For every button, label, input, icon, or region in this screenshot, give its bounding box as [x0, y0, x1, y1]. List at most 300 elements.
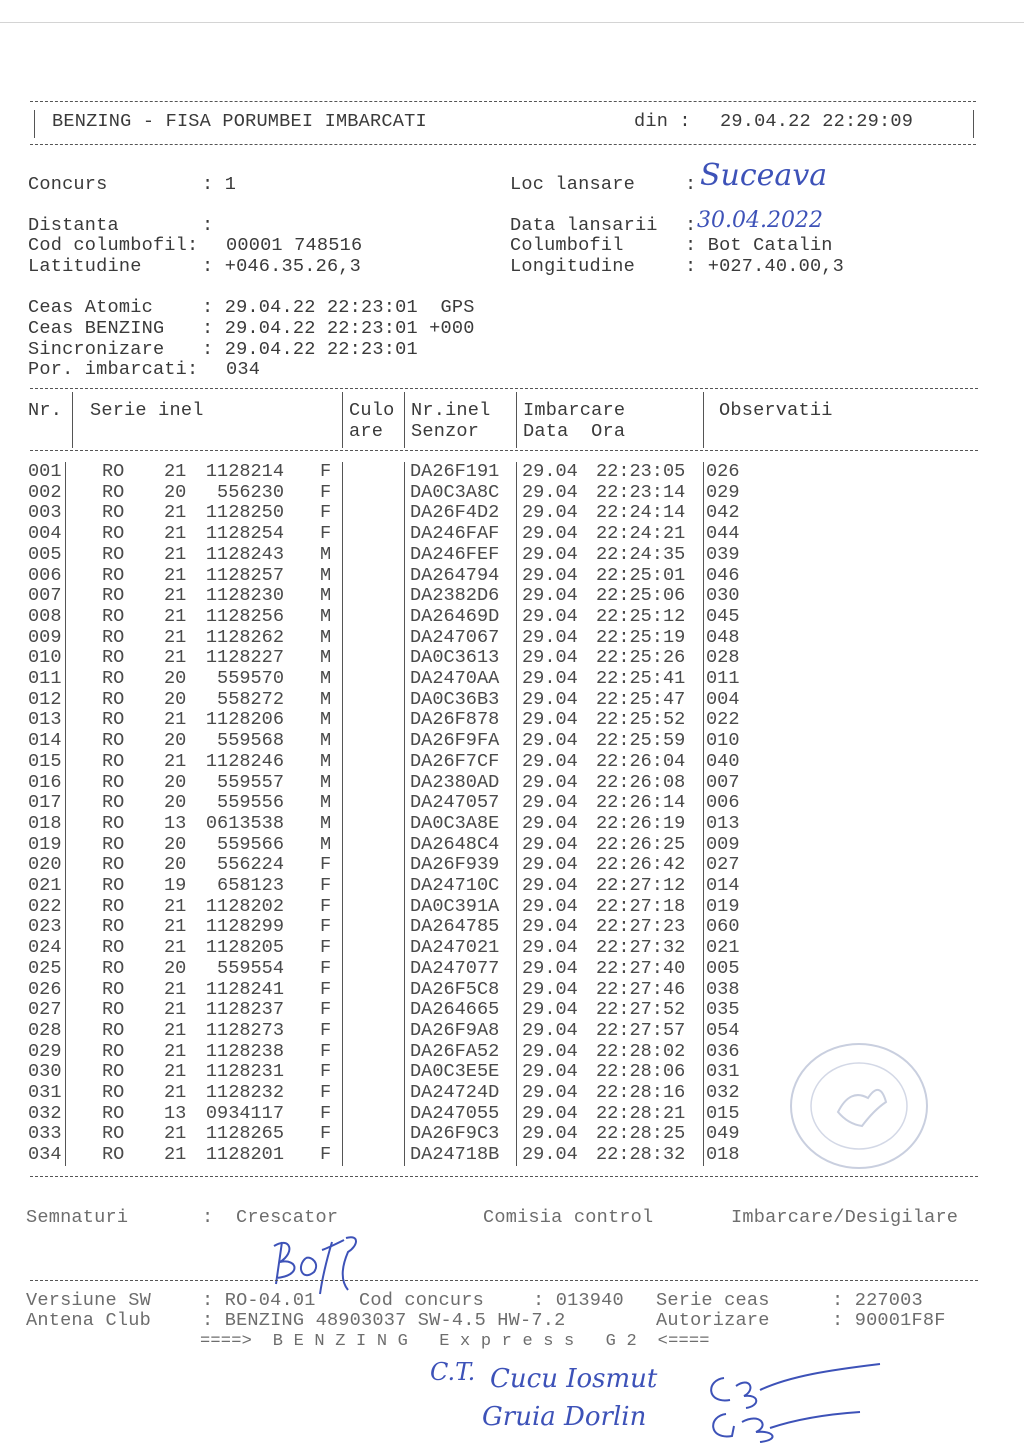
- cell-senzor: DA246FAF: [410, 523, 500, 545]
- cell-nr: 022: [28, 895, 62, 917]
- cell-senzor: DA2382D6: [410, 585, 500, 607]
- cell-obs: 030: [706, 585, 740, 607]
- cod-concurs-label: Cod concurs: [359, 1290, 484, 1311]
- col-nr-header: Nr.: [28, 400, 63, 421]
- cell-sex: F: [320, 957, 332, 979]
- cell-data: 29.04: [522, 709, 578, 731]
- cell-obs: 027: [706, 854, 740, 876]
- cell-nr: 004: [28, 523, 62, 545]
- cell-inel: 1128201: [205, 1144, 284, 1166]
- cell-tara: RO: [102, 709, 125, 731]
- cell-nr: 033: [28, 1123, 62, 1145]
- cell-obs: 004: [706, 688, 740, 710]
- cell-obs: 026: [706, 461, 740, 482]
- cell-inel: 559557: [217, 771, 284, 793]
- cell-tara: RO: [102, 1019, 125, 1041]
- cell-ora: 22:27:23: [596, 916, 686, 938]
- cell-inel: 559556: [217, 792, 284, 814]
- col-sep-senzor-head: [516, 392, 517, 448]
- cell-inel: 1128202: [205, 895, 284, 917]
- cell-data: 29.04: [522, 647, 578, 669]
- cell-sex: M: [320, 750, 332, 772]
- cell-data: 29.04: [522, 688, 578, 710]
- cell-obs: 006: [706, 792, 740, 814]
- cell-obs: 045: [706, 605, 740, 627]
- cell-ora: 22:26:14: [596, 792, 686, 814]
- cell-tara: RO: [102, 564, 125, 586]
- cell-inel: 1128214: [205, 461, 284, 482]
- cell-an: 20: [164, 854, 187, 876]
- cell-ora: 22:25:59: [596, 730, 686, 752]
- cell-ora: 22:27:12: [596, 875, 686, 896]
- loc-lansare-handwritten: Suceava: [700, 158, 828, 193]
- cell-an: 21: [164, 1123, 187, 1145]
- cod-concurs-value: : 013940: [533, 1290, 624, 1311]
- cell-tara: RO: [102, 730, 125, 752]
- col-sep-nr: [65, 462, 66, 1166]
- cell-nr: 014: [28, 730, 62, 752]
- cell-data: 29.04: [522, 605, 578, 627]
- cell-obs: 044: [706, 523, 740, 545]
- cell-senzor: DA26FA52: [410, 1040, 500, 1062]
- cell-obs: 054: [706, 1019, 740, 1041]
- autorizare-value: : 90001F8F: [832, 1310, 946, 1331]
- cell-obs: 018: [706, 1144, 740, 1166]
- cell-obs: 007: [706, 771, 740, 793]
- cell-senzor: DA0C391A: [410, 895, 500, 917]
- cell-senzor: DA246FEF: [410, 543, 500, 565]
- cell-sex: M: [320, 792, 332, 814]
- concurs-value: : 1: [202, 174, 237, 195]
- cell-senzor: DA2648C4: [410, 833, 500, 855]
- cell-inel: 1128246: [205, 750, 284, 772]
- cell-tara: RO: [102, 854, 125, 876]
- cell-sex: F: [320, 502, 332, 524]
- cell-data: 29.04: [522, 626, 578, 648]
- cell-tara: RO: [102, 1123, 125, 1145]
- cell-an: 20: [164, 730, 187, 752]
- cell-obs: 005: [706, 957, 740, 979]
- cell-senzor: DA2380AD: [410, 771, 500, 793]
- distanta-value: :: [202, 215, 214, 236]
- table-top-rule: [30, 388, 978, 389]
- cell-tara: RO: [102, 461, 125, 482]
- cell-obs: 035: [706, 999, 740, 1021]
- cell-obs: 019: [706, 895, 740, 917]
- cell-an: 21: [164, 1061, 187, 1083]
- cell-nr: 006: [28, 564, 62, 586]
- cell-nr: 016: [28, 771, 62, 793]
- ceas-atomic-label: Ceas Atomic: [28, 297, 153, 318]
- cell-an: 20: [164, 833, 187, 855]
- cell-sex: F: [320, 875, 332, 896]
- cell-inel: 556230: [217, 481, 284, 503]
- versiune-sw-value: : RO-04.01: [202, 1290, 316, 1311]
- cell-senzor: DA0C3E5E: [410, 1061, 500, 1083]
- cell-ora: 22:23:05: [596, 461, 686, 482]
- cell-sex: F: [320, 895, 332, 917]
- cell-an: 21: [164, 564, 187, 586]
- cell-sex: M: [320, 668, 332, 689]
- cell-sex: M: [320, 833, 332, 855]
- col-sep-data-head: [703, 392, 704, 448]
- cell-ora: 22:28:06: [596, 1061, 686, 1083]
- cell-data: 29.04: [522, 812, 578, 834]
- committee-signatures: [700, 1356, 890, 1446]
- cell-sex: M: [320, 688, 332, 710]
- cell-nr: 008: [28, 605, 62, 627]
- cell-ora: 22:24:35: [596, 543, 686, 565]
- cell-tara: RO: [102, 999, 125, 1021]
- cell-senzor: DA26469D: [410, 605, 500, 627]
- cell-inel: 1128237: [205, 999, 284, 1021]
- cell-an: 21: [164, 626, 187, 648]
- col-observatii-header: Observatii: [719, 400, 833, 421]
- cell-sex: F: [320, 1123, 332, 1145]
- cell-inel: 1128256: [205, 605, 284, 627]
- cell-an: 21: [164, 978, 187, 1000]
- cell-obs: 032: [706, 1082, 740, 1103]
- committee-name-1: Cucu Iosmut: [490, 1364, 658, 1394]
- cell-sex: F: [320, 1082, 332, 1103]
- cell-sex: M: [320, 564, 332, 586]
- cell-obs: 036: [706, 1040, 740, 1062]
- cod-columbofil-value: 00001 748516: [226, 235, 363, 256]
- loc-lansare-label: Loc lansare: [510, 174, 635, 195]
- cell-tara: RO: [102, 1102, 125, 1124]
- cell-ora: 22:25:41: [596, 668, 686, 689]
- cell-sex: M: [320, 771, 332, 793]
- cell-ora: 22:28:02: [596, 1040, 686, 1062]
- cell-data: 29.04: [522, 1102, 578, 1124]
- cell-senzor: DA24718B: [410, 1144, 500, 1166]
- cell-nr: 007: [28, 585, 62, 607]
- col-nrinel-header: Nr.inel: [411, 400, 491, 421]
- columbofil-label: Columbofil: [510, 235, 624, 256]
- benzing-express-banner: ====> B E N Z I N G E x p r e s s G 2 <====: [200, 1332, 710, 1351]
- cell-sex: M: [320, 626, 332, 648]
- cell-data: 29.04: [522, 461, 578, 482]
- cell-data: 29.04: [522, 750, 578, 772]
- scan-edge-line: [0, 22, 1024, 23]
- cell-senzor: DA247077: [410, 957, 500, 979]
- latitudine-label: Latitudine: [28, 256, 142, 277]
- cell-inel: 1128227: [205, 647, 284, 669]
- cell-sex: F: [320, 461, 332, 482]
- cell-data: 29.04: [522, 957, 578, 979]
- cell-data: 29.04: [522, 854, 578, 876]
- cell-ora: 22:25:19: [596, 626, 686, 648]
- cell-inel: 1128232: [205, 1082, 284, 1103]
- cell-ora: 22:25:12: [596, 605, 686, 627]
- cell-sex: F: [320, 978, 332, 1000]
- col-culo-header: Culo: [349, 400, 395, 421]
- cell-an: 20: [164, 771, 187, 793]
- col-serie-header: Serie inel: [90, 400, 204, 421]
- cell-senzor: DA264665: [410, 999, 500, 1021]
- cell-inel: 0934117: [205, 1102, 284, 1124]
- cell-obs: 022: [706, 709, 740, 731]
- cell-sex: M: [320, 709, 332, 731]
- cell-data: 29.04: [522, 978, 578, 1000]
- cell-tara: RO: [102, 812, 125, 834]
- cell-nr: 034: [28, 1144, 62, 1166]
- data-lansarii-label: Data lansarii: [510, 215, 658, 236]
- cell-an: 21: [164, 895, 187, 917]
- cell-an: 19: [164, 875, 187, 896]
- cell-inel: 559566: [217, 833, 284, 855]
- document-title: BENZING - FISA PORUMBEI IMBARCATI: [52, 111, 427, 132]
- cell-ora: 22:27:40: [596, 957, 686, 979]
- cell-an: 20: [164, 668, 187, 689]
- cell-an: 21: [164, 916, 187, 938]
- col-sep-serie: [342, 462, 343, 1166]
- cell-sex: F: [320, 854, 332, 876]
- committee-name-2: Gruia Dorlin: [482, 1402, 647, 1432]
- cell-data: 29.04: [522, 833, 578, 855]
- cell-nr: 019: [28, 833, 62, 855]
- cell-ora: 22:26:25: [596, 833, 686, 855]
- date-label: din :: [634, 111, 691, 132]
- cell-an: 21: [164, 647, 187, 669]
- col-imbarcare-header: Imbarcare: [523, 400, 626, 421]
- cell-inel: 1128238: [205, 1040, 284, 1062]
- cell-nr: 013: [28, 709, 62, 731]
- cell-obs: 038: [706, 978, 740, 1000]
- cell-nr: 011: [28, 668, 62, 689]
- cell-sex: F: [320, 916, 332, 938]
- cell-inel: 1128243: [205, 543, 284, 565]
- cell-tara: RO: [102, 1082, 125, 1103]
- cell-senzor: DA264794: [410, 564, 500, 586]
- cell-sex: F: [320, 999, 332, 1021]
- cell-obs: 013: [706, 812, 740, 834]
- semnaturi-label: Semnaturi: [26, 1207, 129, 1228]
- cell-tara: RO: [102, 626, 125, 648]
- cod-columbofil-label: Cod columbofil:: [28, 235, 199, 256]
- cell-tara: RO: [102, 792, 125, 814]
- cell-ora: 22:25:01: [596, 564, 686, 586]
- cell-data: 29.04: [522, 502, 578, 524]
- cell-senzor: DA26F191: [410, 461, 500, 482]
- cell-an: 21: [164, 750, 187, 772]
- cell-sex: F: [320, 1144, 332, 1166]
- crescator-label: Crescator: [236, 1207, 339, 1228]
- cell-nr: 002: [28, 481, 62, 503]
- cell-tara: RO: [102, 833, 125, 855]
- cell-obs: 040: [706, 750, 740, 772]
- versiune-sw-label: Versiune SW: [26, 1290, 151, 1311]
- cell-data: 29.04: [522, 523, 578, 545]
- cell-ora: 22:26:42: [596, 854, 686, 876]
- col-sep-senzor: [516, 462, 517, 1166]
- antena-club-label: Antena Club: [26, 1310, 151, 1331]
- cell-nr: 031: [28, 1082, 62, 1103]
- cell-tara: RO: [102, 978, 125, 1000]
- cell-senzor: DA247055: [410, 1102, 500, 1124]
- cell-an: 21: [164, 1144, 187, 1166]
- footer-rule: [30, 1280, 978, 1281]
- cell-an: 21: [164, 461, 187, 482]
- cell-ora: 22:24:21: [596, 523, 686, 545]
- cell-sex: F: [320, 1040, 332, 1062]
- cell-ora: 22:25:26: [596, 647, 686, 669]
- por-imbarcati-value: 034: [226, 359, 261, 380]
- cell-an: 21: [164, 1019, 187, 1041]
- cell-an: 21: [164, 1040, 187, 1062]
- cell-obs: 049: [706, 1123, 740, 1145]
- cell-nr: 021: [28, 875, 62, 896]
- col-culoare-header-2: are: [349, 421, 384, 442]
- cell-inel: 556224: [217, 854, 284, 876]
- data-lansarii-handwritten: 30.04.2022: [697, 208, 823, 233]
- semnaturi-colon: :: [202, 1207, 214, 1228]
- cell-obs: 031: [706, 1061, 740, 1083]
- cell-data: 29.04: [522, 1040, 578, 1062]
- cell-nr: 017: [28, 792, 62, 814]
- header-border-right: [973, 110, 974, 138]
- cell-inel: 1128205: [205, 937, 284, 959]
- cell-tara: RO: [102, 916, 125, 938]
- header-border-bottom: [30, 144, 976, 145]
- cell-inel: 1128265: [205, 1123, 284, 1145]
- cell-tara: RO: [102, 1061, 125, 1083]
- latitudine-value: : +046.35.26,3: [202, 256, 362, 277]
- cell-inel: 1128231: [205, 1061, 284, 1083]
- cell-tara: RO: [102, 957, 125, 979]
- cell-obs: 010: [706, 730, 740, 752]
- cell-senzor: DA264785: [410, 916, 500, 938]
- longitudine-label: Longitudine: [510, 256, 635, 277]
- cell-ora: 22:26:04: [596, 750, 686, 772]
- cell-an: 21: [164, 1082, 187, 1103]
- cell-ora: 22:25:06: [596, 585, 686, 607]
- cell-an: 21: [164, 543, 187, 565]
- cell-nr: 026: [28, 978, 62, 1000]
- ceas-benzing-label: Ceas BENZING: [28, 318, 165, 339]
- cell-inel: 1128254: [205, 523, 284, 545]
- cell-tara: RO: [102, 481, 125, 503]
- col-data-ora-header: Data Ora: [523, 421, 626, 442]
- cell-tara: RO: [102, 771, 125, 793]
- cell-senzor: DA247067: [410, 626, 500, 648]
- cell-inel: 1128241: [205, 978, 284, 1000]
- cell-ora: 22:28:32: [596, 1144, 686, 1166]
- cell-tara: RO: [102, 1144, 125, 1166]
- cell-nr: 028: [28, 1019, 62, 1041]
- cell-data: 29.04: [522, 1082, 578, 1103]
- cell-obs: 048: [706, 626, 740, 648]
- sincronizare-label: Sincronizare: [28, 339, 165, 360]
- serie-ceas-value: : 227003: [832, 1290, 923, 1311]
- cell-tara: RO: [102, 605, 125, 627]
- print-date: 29.04.22 22:29:09: [720, 111, 914, 132]
- col-sep-culo: [404, 462, 405, 1166]
- cell-an: 21: [164, 502, 187, 524]
- cell-nr: 029: [28, 1040, 62, 1062]
- cell-tara: RO: [102, 523, 125, 545]
- cell-tara: RO: [102, 1040, 125, 1062]
- cell-nr: 020: [28, 854, 62, 876]
- cell-an: 21: [164, 999, 187, 1021]
- cell-sex: M: [320, 585, 332, 607]
- cell-obs: 028: [706, 647, 740, 669]
- cell-sex: F: [320, 937, 332, 959]
- cell-ora: 22:24:14: [596, 502, 686, 524]
- cell-an: 20: [164, 957, 187, 979]
- cell-tara: RO: [102, 875, 125, 896]
- ceas-benzing-value: : 29.04.22 22:23:01 +000: [202, 318, 475, 339]
- cell-ora: 22:28:25: [596, 1123, 686, 1145]
- cell-senzor: DA26F9C3: [410, 1123, 500, 1145]
- cell-ora: 22:27:18: [596, 895, 686, 917]
- cell-nr: 009: [28, 626, 62, 648]
- cell-obs: 011: [706, 668, 740, 689]
- cell-inel: 559554: [217, 957, 284, 979]
- cell-nr: 005: [28, 543, 62, 565]
- ceas-atomic-value: : 29.04.22 22:23:01 GPS: [202, 297, 475, 318]
- cell-nr: 001: [28, 461, 62, 482]
- cell-data: 29.04: [522, 1061, 578, 1083]
- cell-nr: 023: [28, 916, 62, 938]
- cell-nr: 015: [28, 750, 62, 772]
- cell-sex: M: [320, 543, 332, 565]
- antena-club-value: : BENZING 48903037 SW-4.5 HW-7.2: [202, 1310, 566, 1331]
- concurs-label: Concurs: [28, 174, 108, 195]
- sincronizare-value: : 29.04.22 22:23:01: [202, 339, 418, 360]
- cell-an: 13: [164, 812, 187, 834]
- cell-ora: 22:26:08: [596, 771, 686, 793]
- cell-ora: 22:27:57: [596, 1019, 686, 1041]
- cell-ora: 22:25:52: [596, 709, 686, 731]
- cell-senzor: DA0C3613: [410, 647, 500, 669]
- cell-sex: F: [320, 1102, 332, 1124]
- cell-sex: F: [320, 1019, 332, 1041]
- cell-senzor: DA2470AA: [410, 668, 500, 689]
- cell-inel: 1128273: [205, 1019, 284, 1041]
- cell-an: 20: [164, 792, 187, 814]
- col-sep-data: [703, 462, 704, 1166]
- cell-tara: RO: [102, 688, 125, 710]
- cell-obs: 029: [706, 481, 740, 503]
- cell-data: 29.04: [522, 937, 578, 959]
- longitudine-value: : +027.40.00,3: [685, 256, 845, 277]
- cell-ora: 22:27:46: [596, 978, 686, 1000]
- cell-nr: 003: [28, 502, 62, 524]
- cell-sex: M: [320, 812, 332, 834]
- cell-inel: 559570: [217, 668, 284, 689]
- cell-tara: RO: [102, 502, 125, 524]
- cell-an: 21: [164, 937, 187, 959]
- cell-data: 29.04: [522, 1144, 578, 1166]
- cell-senzor: DA26F939: [410, 854, 500, 876]
- cell-tara: RO: [102, 750, 125, 772]
- cell-senzor: DA0C36B3: [410, 688, 500, 710]
- por-imbarcati-label: Por. imbarcati:: [28, 359, 199, 380]
- cell-an: 20: [164, 688, 187, 710]
- cell-nr: 030: [28, 1061, 62, 1083]
- cell-sex: M: [320, 605, 332, 627]
- cell-inel: 0613538: [205, 812, 284, 834]
- cell-data: 29.04: [522, 481, 578, 503]
- cell-data: 29.04: [522, 792, 578, 814]
- header-border-left: [34, 110, 35, 138]
- cell-senzor: DA0C3A8E: [410, 812, 500, 834]
- cell-data: 29.04: [522, 668, 578, 689]
- cell-ora: 22:26:19: [596, 812, 686, 834]
- cell-an: 21: [164, 605, 187, 627]
- cell-ora: 22:28:21: [596, 1102, 686, 1124]
